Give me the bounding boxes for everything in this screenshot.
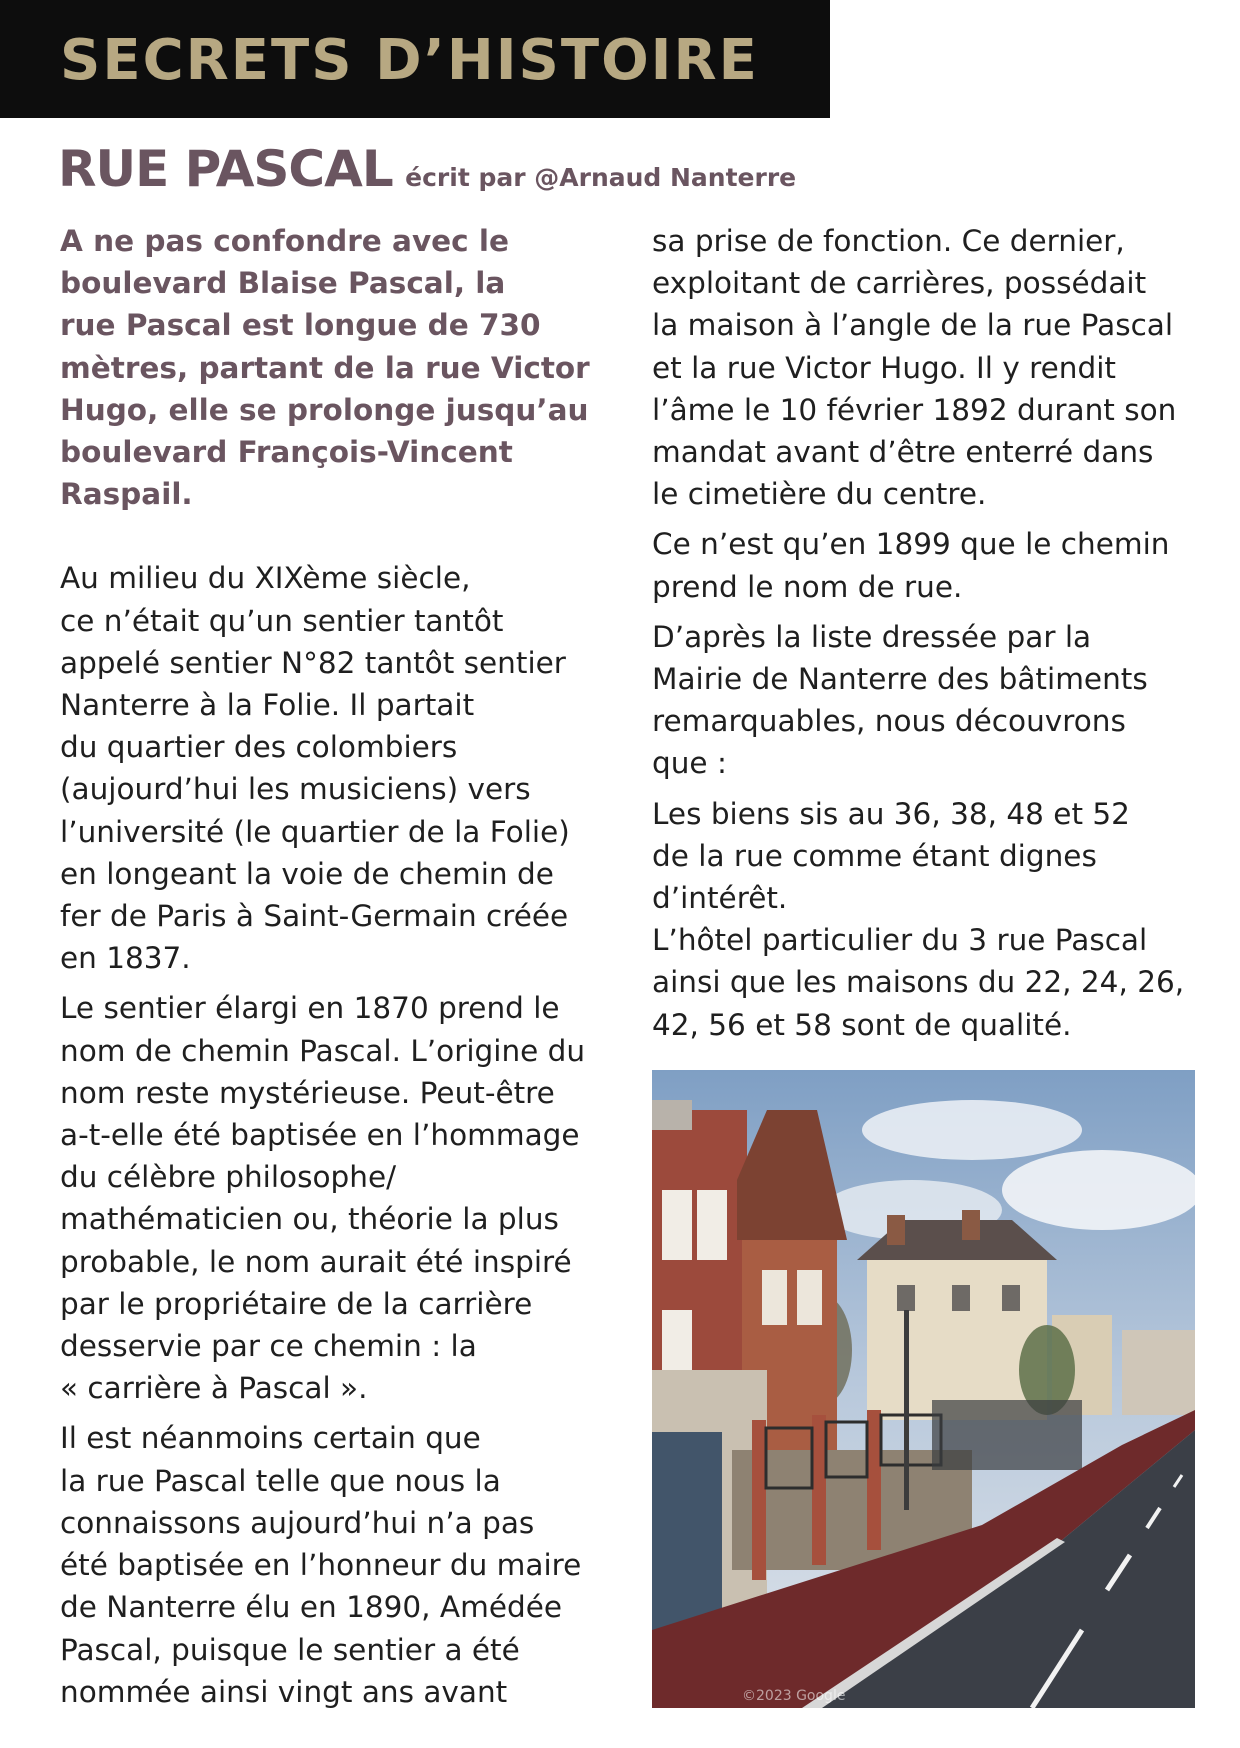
text-line: ce n’était qu’un sentier tantôt [60,603,504,638]
lamp-post [904,1310,909,1510]
text-line: sa prise de fonction. Ce dernier, [652,224,1125,258]
house-top [652,1100,692,1130]
text-line: par le propriétaire de la carrière [60,1286,533,1321]
text-line: remarquables, nous découvrons [652,704,1126,739]
text-line: que : [652,746,727,781]
lead-line: boulevard Blaise Pascal, la [60,266,506,301]
text-line: probable, le nom aurait été inspiré [60,1244,572,1279]
window [897,1285,915,1311]
text-line: nom de chemin Pascal. L’origine du [60,1033,586,1068]
text-line: l’âme le 10 février 1892 durant son [652,392,1177,427]
body-paragraph [652,220,1212,515]
text-line: de Nanterre élu en 1890, Amédée [60,1590,562,1625]
lead-line: Hugo, elle se prolonge jusqu’au [60,392,589,427]
text-line: et la rue Victor Hugo. Il y rendit [652,350,1116,385]
window [697,1190,727,1260]
text-line: 42, 56 et 58 sont de qualité. [652,1007,1072,1042]
text-line: desservie par ce chemin : la [60,1329,477,1364]
text-line: mathématicien ou, théorie la plus [60,1202,559,1237]
text-line: Au milieu du XIXème siècle, [60,561,471,596]
text-line: la maison à l’angle de la rue Pascal [652,308,1174,343]
text-line: Le sentier élargi en 1870 prend le [60,991,560,1026]
left-column [60,220,620,1721]
article-title-row [58,140,796,198]
text-line: L’hôtel particulier du 3 rue Pascal [652,923,1148,958]
chimney [887,1215,905,1245]
lead-paragraph [60,220,620,515]
fence [932,1400,1082,1470]
right-column [652,220,1212,1054]
text-line: d’intérêt. [652,881,788,916]
villa [867,1255,1047,1420]
pillar [752,1420,766,1580]
text-line: été baptisée en l’honneur du maire [60,1548,582,1583]
article-byline: écrit par @Arnaud Nanterre [405,163,797,192]
lead-line: A ne pas confondre avec le [60,224,510,258]
section-banner [0,0,830,118]
window [762,1270,787,1325]
text-line: en longeant la voie de chemin de [60,856,554,891]
pillar [812,1415,826,1565]
body-paragraph [60,1417,620,1712]
section-title: SECRETS D’HISTOIRE [60,28,759,93]
text-line: « carrière à Pascal ». [60,1371,368,1406]
window [662,1310,692,1370]
text-line: du célèbre philosophe/ [60,1160,397,1195]
window [1002,1285,1020,1311]
body-paragraph [60,987,620,1409]
lead-line: boulevard François-Vincent [60,435,513,470]
text-line: appelé sentier N°82 tantôt sentier [60,645,566,680]
text-line: Mairie de Nanterre des bâtiments [652,662,1148,697]
body-paragraph [60,557,620,979]
text-line: du quartier des colombiers [60,730,458,765]
text-line: prend le nom de rue. [652,569,963,604]
text-line: a-t-elle été baptisée en l’hommage [60,1118,580,1153]
lead-line: Raspail. [60,477,193,512]
article-title: RUE PASCAL [58,140,393,198]
text-line: fer de Paris à Saint-Germain créée [60,899,569,934]
pillar [867,1410,881,1550]
lead-line: mètres, partant de la rue Victor [60,350,590,385]
text-line: la rue Pascal telle que nous la [60,1463,501,1498]
window [952,1285,970,1311]
text-line: (aujourd’hui les musiciens) vers [60,772,531,807]
building [1122,1330,1195,1415]
text-line: D’après la liste dressée par la [652,619,1092,654]
body-paragraph [652,523,1212,607]
window [662,1190,692,1260]
body-paragraph [652,793,1212,1046]
text-line: exploitant de carrières, possédait [652,266,1147,301]
text-line: nom reste mystérieuse. Peut-être [60,1075,555,1110]
cloud [1002,1150,1195,1230]
street-photo [652,1070,1195,1708]
body-paragraph [652,616,1212,785]
chimney [962,1210,980,1240]
window [797,1270,822,1325]
cloud [862,1100,1082,1160]
lead-line: rue Pascal est longue de 730 [60,308,541,343]
text-line: le cimetière du centre. [652,477,987,512]
text-line: Les biens sis au 36, 38, 48 et 52 [652,796,1130,831]
text-line: connaissons aujourd’hui n’a pas [60,1505,535,1540]
text-line: l’université (le quartier de la Folie) [60,814,570,849]
text-line: nommée ainsi vingt ans avant [60,1674,508,1709]
photo-watermark: ©2023 Google [742,1688,846,1704]
text-line: de la rue comme étant dignes [652,838,1097,873]
text-line: Il est néanmoins certain que [60,1421,481,1456]
text-line: Nanterre à la Folie. Il partait [60,688,475,723]
street-scene-illustration [652,1070,1195,1708]
text-line: ainsi que les maisons du 22, 24, 26, [652,965,1185,1000]
text-line: en 1837. [60,941,191,976]
text-line: Pascal, puisque le sentier a été [60,1632,520,1667]
text-line: Ce n’est qu’en 1899 que le chemin [652,527,1170,562]
text-line: mandat avant d’être enterré dans [652,435,1154,470]
